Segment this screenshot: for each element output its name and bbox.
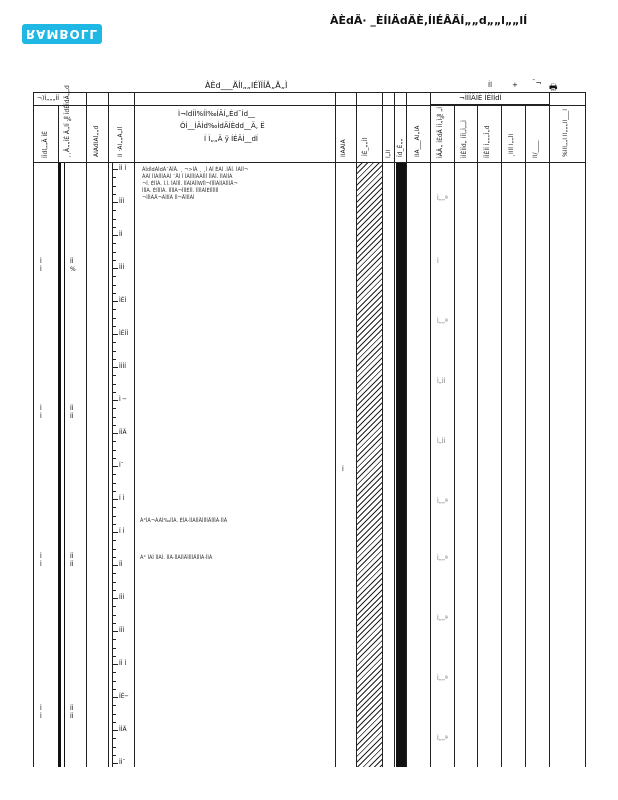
sample-sub1-header: ÌÄÄ„ ÍÈdÄ ÍÍ„Ì‰„Í xyxy=(437,107,444,158)
description-header-line3: Í Ì„„Ä ÿ ÍÉÄÍ__dÍ xyxy=(204,135,258,143)
sample-value: Ì„„ª xyxy=(437,498,448,505)
depth-label: ÍÉ─ xyxy=(119,693,129,700)
left-block-value: Ì xyxy=(40,561,42,568)
col-line-0 xyxy=(33,92,34,767)
sample-sub3-header: ÍÍÉÌÍ Ì„„„Ì„d xyxy=(484,125,491,158)
page-mark-3: ¯¬ xyxy=(532,79,542,87)
depth-tick xyxy=(113,202,118,203)
depth-minor-tick xyxy=(113,648,116,649)
depth-label: Í¯ xyxy=(119,462,124,469)
depth-minor-tick xyxy=(113,557,116,558)
depth-label: ÍÍ Í xyxy=(119,660,127,667)
depth-tick xyxy=(113,301,118,302)
last-col-header: %ÌÍÌ„„Ì ÍÌ„„„ÌÍ___Ì xyxy=(562,108,569,157)
stratigraphy-bar xyxy=(58,163,61,767)
depth-minor-tick xyxy=(113,186,116,187)
depth-label: ÌÌÍ xyxy=(119,264,125,271)
left-block-value: Ì xyxy=(40,413,42,420)
col-line-10 xyxy=(430,92,431,767)
depth-minor-tick xyxy=(113,194,116,195)
col3-header: ÍÍ ·ÄÍ„„Ä„Íl xyxy=(117,126,124,157)
depth-label: ÌÉÌ xyxy=(119,297,127,304)
depth-label: ÍÌÌ xyxy=(119,594,125,601)
left-block-value: ÍÍ xyxy=(70,413,74,420)
depth-minor-tick xyxy=(113,755,116,756)
depth-minor-tick xyxy=(113,359,116,360)
left-block-value: Ì xyxy=(40,713,42,720)
depth-minor-tick xyxy=(113,540,116,541)
col6-header: ÌÉ_„„Íl xyxy=(362,137,369,156)
depth-label: Í Í xyxy=(119,528,125,535)
depth-tick xyxy=(113,730,118,731)
logo-text: RAMBOLL xyxy=(25,27,99,41)
depth-minor-tick xyxy=(113,177,116,178)
depth-minor-tick xyxy=(113,326,116,327)
left-block-value: ÍÍ xyxy=(70,705,74,712)
depth-minor-tick xyxy=(113,623,116,624)
col1b-header: ¸¸Ä„„ÍÉ Ä„lÍ ‰ÍdÉÍdÄ„„d xyxy=(64,85,71,158)
depth-label: ÍÌ xyxy=(119,561,123,568)
depth-label: Í Ì xyxy=(119,495,125,502)
col-line-13 xyxy=(501,105,502,767)
page-mark-2: + xyxy=(512,81,518,89)
depth-tick xyxy=(113,499,118,500)
depth-minor-tick xyxy=(113,351,116,352)
depth-label: Ì ─ xyxy=(119,396,127,403)
sample-value: Ì„ÌÌ xyxy=(437,378,446,385)
col2-header: ÄÍÄdÍÀl„„d xyxy=(93,125,100,157)
description-header-line1: Ì¬ldÍÌ%ÍÌ‰ÍÄÍ„Èd¯Íd__ xyxy=(178,110,256,118)
depth-minor-tick xyxy=(113,524,116,525)
sample-sub4-header: ¸ÌÍÍl Ì„„lÍ xyxy=(508,133,515,157)
col-line-15 xyxy=(549,92,550,767)
depth-minor-tick xyxy=(113,639,116,640)
depth-tick xyxy=(113,334,118,335)
depth-minor-tick xyxy=(113,705,116,706)
left-block-value: Ì xyxy=(40,705,42,712)
depth-minor-tick xyxy=(113,450,116,451)
col-line-8 xyxy=(394,92,395,767)
depth-minor-tick xyxy=(113,260,116,261)
sample-value: Ì xyxy=(437,258,439,265)
col-line-7 xyxy=(382,92,383,767)
col-line-5 xyxy=(335,92,336,767)
depth-tick xyxy=(113,631,118,632)
description-block-2: À°ÌÀ¬ÀÀÌ‰ÍÌÀ. ÈÍÀ·ÌÌÀÌÌÄÌÍÌÌÄÍÌÌÀ·ÌÌÀ xyxy=(140,518,228,524)
col7-header: Ì„ÍÌ xyxy=(385,149,392,158)
col-line-4 xyxy=(134,92,135,767)
col-line-3 xyxy=(108,92,109,767)
stratigraphy-line xyxy=(64,163,65,767)
depth-minor-tick xyxy=(113,252,116,253)
depth-minor-tick xyxy=(113,549,116,550)
sample-group-header: ¬ÌÍÍÄÍÈ ÍÈÌÍdÍ xyxy=(459,94,502,102)
left-block-value: ÍÍ xyxy=(70,553,74,560)
depth-minor-tick xyxy=(113,474,116,475)
depth-tick xyxy=(113,268,118,269)
hatch-pattern-column xyxy=(357,163,382,767)
depth-minor-tick xyxy=(113,219,116,220)
sample-value: Ì„ÌÌ xyxy=(437,438,446,445)
depth-minor-tick xyxy=(113,375,116,376)
depth-minor-tick xyxy=(113,573,116,574)
table-top-border xyxy=(33,92,585,93)
col9-header: ÍÍÀ___ÄÍ„ÍÄ xyxy=(414,125,421,157)
depth-label: ÌÍÄ xyxy=(119,726,127,733)
depth-tick xyxy=(113,400,118,401)
col8-header: Íd_È„„ xyxy=(397,138,404,157)
depth-minor-tick xyxy=(113,458,116,459)
depth-minor-tick xyxy=(113,714,116,715)
description-header-line2: ÓÍ__ÌÄÍd‰ÍdÄÍÈdd__Ä‚ Ë xyxy=(180,122,265,130)
depth-minor-tick xyxy=(113,606,116,607)
depth-minor-tick xyxy=(113,408,116,409)
sample-value: Ì„„ª xyxy=(437,195,448,202)
depth-tick xyxy=(113,532,118,533)
left-block-value: ÍÍ xyxy=(70,713,74,720)
depth-tick xyxy=(113,367,118,368)
description-block-3: À° ÌÀÌ ÌÍÀÍ. ÌÍÀ·ÌÌÀÌÌÄÌÍÌÌÄÍÌÌÀ·ÌÌÀ xyxy=(140,555,213,561)
depth-minor-tick xyxy=(113,243,116,244)
mid-marker: Í xyxy=(342,466,344,473)
depth-label: ÌÌ Ì xyxy=(119,165,127,172)
col-line-16 xyxy=(585,92,586,767)
print-icon[interactable]: 🖶 xyxy=(549,83,558,93)
depth-tick xyxy=(113,763,118,764)
depth-tick xyxy=(113,169,118,170)
depth-label: ÍÌÌ xyxy=(119,627,125,634)
left-block-value: Ì xyxy=(40,553,42,560)
depth-label: ÌÉÍÍ xyxy=(119,330,129,337)
description-line: ¬Í. ÈÌÍÀ. Ì.Ì. ÌÀÌÌÌ. ÌÍÀÍÀÌÌWÍÌ¬ÍÌÌÌÀÌÌÀÌÌÍÄ¬ xyxy=(142,181,238,187)
left-block-value: ÍÍ xyxy=(70,258,74,265)
description-line: ¬ÌÍÌÀÄ¬ÀÌÌÍÀ ÌÌ¬ÄÌÌÌÀÌ xyxy=(142,195,195,201)
col-line-2 xyxy=(86,92,87,767)
depth-label: ÌÍ xyxy=(119,231,123,238)
depth-minor-tick xyxy=(113,681,116,682)
depth-minor-tick xyxy=(113,747,116,748)
left-block-value: Ì xyxy=(40,258,42,265)
depth-minor-tick xyxy=(113,491,116,492)
depth-minor-tick xyxy=(113,656,116,657)
header-divider xyxy=(33,105,585,106)
description-line: ÀÌdÌdÀÌdÁ¯ÄÍÄ. ¸ ¬>ÍÀ ¸ ¸Ì ÀÍ ÈÀÌ .ÌÄÍ. ÌÀÌÍ¬ xyxy=(142,167,249,173)
depth-minor-tick xyxy=(113,342,116,343)
table-subtitle: ÀÈd___ÄÍl„„lÉÏÍÍÄ„Ä„Ì xyxy=(205,81,288,90)
depth-label: ÌÌ¯ xyxy=(119,759,126,766)
left-block-value: ÍÍ xyxy=(70,405,74,412)
sample-value: Ì„„ª xyxy=(437,318,448,325)
sample-value: Ì„„ª xyxy=(437,555,448,562)
depth-minor-tick xyxy=(113,318,116,319)
depth-minor-tick xyxy=(113,441,116,442)
sample-value: Ì„„ª xyxy=(437,615,448,622)
depth-tick xyxy=(113,565,118,566)
left-block-value: Ì xyxy=(40,405,42,412)
depth-minor-tick xyxy=(113,285,116,286)
depth-tick xyxy=(113,466,118,467)
col1-top-header: ¬)Ì„„„ÌÍ xyxy=(37,95,60,102)
depth-minor-tick xyxy=(113,483,116,484)
ramboll-logo xyxy=(22,24,102,44)
depth-minor-tick xyxy=(113,516,116,517)
depth-minor-tick xyxy=(113,689,116,690)
depth-minor-tick xyxy=(113,417,116,418)
header-bottom-border xyxy=(33,162,585,163)
sample-value: Ì„„ª xyxy=(437,675,448,682)
report-title: ÀÈdÄ· _ÈÍlÄdÄÈ‚ÍlÉÂÄÍ„„d„„l„„lÍ xyxy=(330,14,528,27)
depth-tick xyxy=(113,433,118,434)
col-line-9 xyxy=(406,92,407,767)
depth-minor-tick xyxy=(113,293,116,294)
sample-sub5-header: ÍÍ/____ xyxy=(532,140,539,158)
col1a-header: ÍÍdl„„Ä ÍÉ xyxy=(42,131,49,158)
depth-minor-tick xyxy=(113,582,116,583)
depth-minor-tick xyxy=(113,309,116,310)
description-line: ÌÍÌÀ. ÈÍÌÍÌÀ. ÌÌÌÍÀ¬ÌÌÌÈÍÌ. ÌÌÌÌÀÌÈÍÌÌÌÌÌ xyxy=(142,188,219,194)
depth-label: ÌÌÍÍ xyxy=(119,363,127,370)
sample-group-underline xyxy=(430,104,549,105)
depth-minor-tick xyxy=(113,507,116,508)
depth-minor-tick xyxy=(113,227,116,228)
page-mark-1: Íl xyxy=(488,81,493,89)
depth-minor-tick xyxy=(113,425,116,426)
solid-fill-column xyxy=(396,163,406,767)
depth-minor-tick xyxy=(113,672,116,673)
depth-minor-tick xyxy=(113,210,116,211)
description-line: ÀÀÍ ÌÍÀÍÌÍÀÀÌ ¯ÄÍ Ì ÍÀÌÍÌÍÀÀÌÌÍ ÌÌÀÍ. ÌÌÀÌÍÀ xyxy=(142,174,233,180)
depth-tick xyxy=(113,235,118,236)
depth-minor-tick xyxy=(113,590,116,591)
depth-tick xyxy=(113,598,118,599)
depth-minor-tick xyxy=(113,276,116,277)
depth-minor-tick xyxy=(113,615,116,616)
depth-tick xyxy=(113,697,118,698)
col-line-12 xyxy=(477,105,478,767)
sample-sub2-header: ÌÍÉÌÍd„ ÍÍÌ„Ì„„Ì xyxy=(461,120,468,158)
depth-minor-tick xyxy=(113,392,116,393)
sample-value: Ì„„ª xyxy=(437,735,448,742)
depth-minor-tick xyxy=(113,384,116,385)
left-block-value: ÍÍ xyxy=(70,561,74,568)
depth-minor-tick xyxy=(113,722,116,723)
left-block-value: % xyxy=(70,266,76,273)
depth-label: ÍÍÄ xyxy=(119,429,127,436)
col-line-11 xyxy=(454,105,455,767)
depth-label: ÌÍÌ xyxy=(119,198,125,205)
depth-tick xyxy=(113,664,118,665)
col-line-14 xyxy=(525,105,526,767)
left-block-value: Ì xyxy=(40,266,42,273)
depth-minor-tick xyxy=(113,738,116,739)
depth-axis xyxy=(112,163,113,767)
col5-header: ÍÌÀÄÍÄ xyxy=(340,139,347,157)
